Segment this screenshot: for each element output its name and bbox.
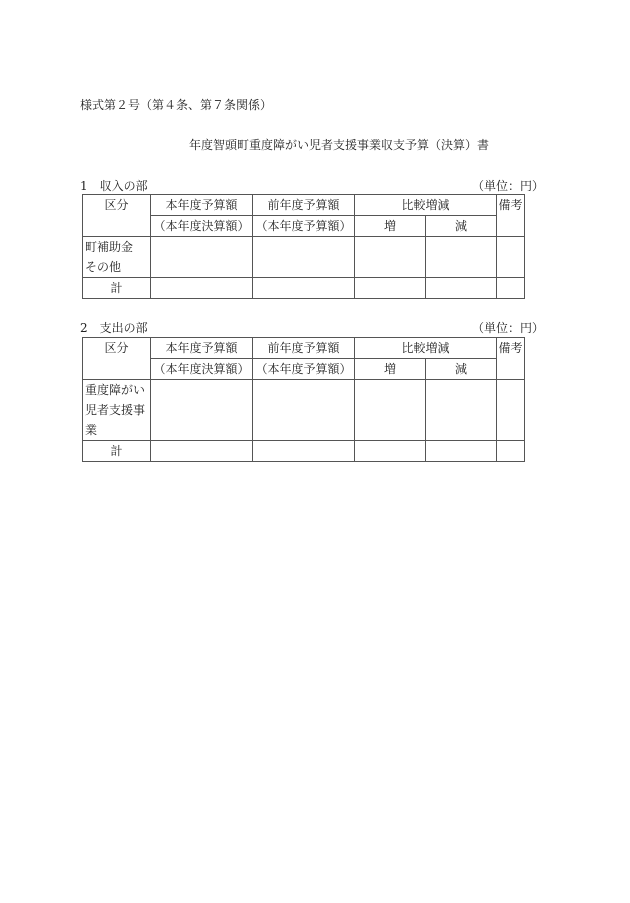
document-title: 年度智頭町重度障がい児者支援事業収支予算（決算）書 [189, 138, 490, 152]
expense-unit-label: （単位：円） [472, 321, 545, 335]
income-section-label: 1 収入の部 [80, 179, 148, 193]
table-row-total [83, 278, 525, 299]
expense-total-label: 計 [83, 441, 151, 462]
header-kubun: 区分 [83, 195, 151, 237]
cell[interactable] [497, 278, 525, 299]
expense-section-label: 2 支出の部 [80, 321, 148, 335]
header-current-budget: 本年度予算額 [151, 195, 253, 216]
cell[interactable] [253, 441, 355, 462]
table-row [83, 380, 525, 441]
income-unit-label: （単位：円） [472, 179, 545, 193]
income-table [82, 194, 525, 299]
cell[interactable] [151, 441, 253, 462]
header-prev-budget: 前年度予算額 [253, 338, 355, 359]
header-increase: 増 [355, 216, 426, 237]
header-current-settlement: （本年度決算額） [151, 359, 253, 380]
cell[interactable] [355, 380, 426, 441]
cell[interactable] [151, 278, 253, 299]
header-prev-budget: 前年度予算額 [253, 195, 355, 216]
expense-item: 児者支援事 [85, 403, 146, 417]
cell[interactable] [426, 278, 497, 299]
cell[interactable] [497, 441, 525, 462]
cell[interactable] [151, 237, 253, 278]
cell[interactable] [253, 237, 355, 278]
header-decrease: 減 [426, 359, 497, 380]
expense-table [82, 337, 525, 462]
expense-item: 重度障がい [85, 383, 146, 397]
cell[interactable] [355, 237, 426, 278]
header-prev-alt: （本年度予算額） [253, 216, 355, 237]
header-decrease: 減 [426, 216, 497, 237]
header-kubun: 区分 [83, 338, 151, 380]
income-items-cell [83, 237, 151, 278]
header-prev-alt: （本年度予算額） [253, 359, 355, 380]
income-item: その他 [85, 260, 122, 274]
cell[interactable] [253, 278, 355, 299]
header-remarks: 備考 [497, 338, 525, 380]
header-comparison: 比較増減 [355, 195, 497, 216]
cell[interactable] [151, 380, 253, 441]
income-total-label: 計 [83, 278, 151, 299]
expense-items-cell [83, 380, 151, 441]
cell[interactable] [497, 237, 525, 278]
cell[interactable] [426, 380, 497, 441]
cell[interactable] [355, 441, 426, 462]
header-increase: 増 [355, 359, 426, 380]
cell[interactable] [426, 237, 497, 278]
table-row [83, 237, 525, 278]
header-current-settlement: （本年度決算額） [151, 216, 253, 237]
header-current-budget: 本年度予算額 [151, 338, 253, 359]
form-label: 様式第２号（第４条、第７条関係） [80, 98, 273, 112]
cell[interactable] [497, 380, 525, 441]
header-comparison: 比較増減 [355, 338, 497, 359]
cell[interactable] [426, 441, 497, 462]
income-item: 町補助金 [85, 240, 134, 254]
table-row-total [83, 441, 525, 462]
cell[interactable] [355, 278, 426, 299]
expense-item: 業 [85, 423, 98, 437]
header-remarks: 備考 [497, 195, 525, 237]
cell[interactable] [253, 380, 355, 441]
